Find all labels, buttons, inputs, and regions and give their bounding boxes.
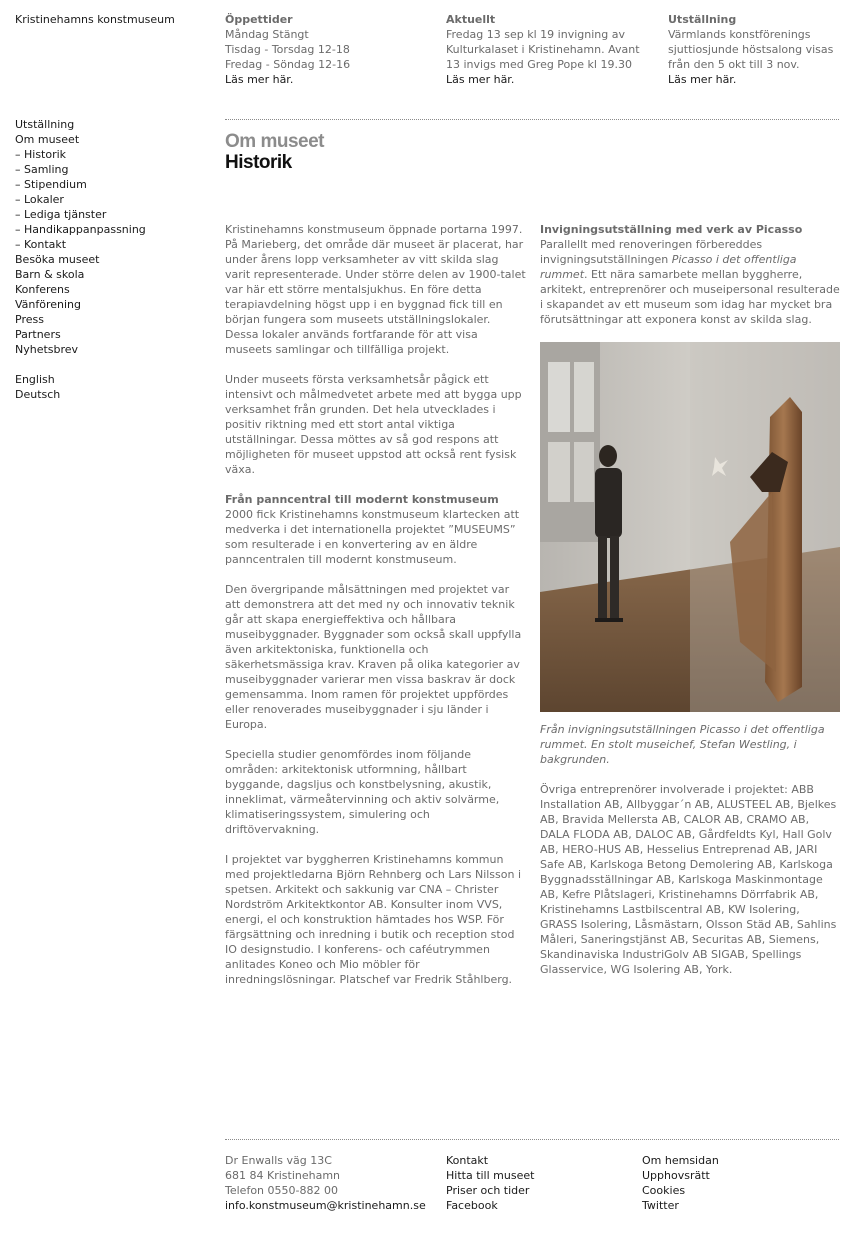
exhibition-photo bbox=[540, 342, 840, 712]
footer-divider bbox=[225, 1139, 839, 1140]
body-text: . Ett nära samarbete mellan byggherre, arkitekt, entreprenörer och museipersonal resulterade i skapandet av ett museum som idag har mycket bra förutsättningar att exponera konst av skilda slag. bbox=[540, 268, 840, 326]
opening-hours-line: Måndag Stängt bbox=[225, 28, 309, 41]
nav-item-nyhetsbrev[interactable]: Nyhetsbrev bbox=[15, 343, 79, 356]
footer-address-line: Dr Enwalls väg 13C bbox=[225, 1154, 332, 1167]
side-text-column bbox=[540, 222, 840, 992]
body-section bbox=[540, 222, 840, 327]
footer-link-facebook[interactable]: Facebook bbox=[446, 1199, 498, 1212]
news-read-more-link[interactable]: Läs mer här. bbox=[446, 73, 515, 86]
nav-item-partners[interactable]: Partners bbox=[15, 328, 61, 341]
body-paragraph: I projektet var byggherren Kristinehamns kommun med projektledarna Björn Rehnberg och Lars Nilsson i spetsen. Arkitekt och sakkunig var CNA – Christer Nordström Arkitektkontor AB. Konsulter inom VVS, energi, el och konstruktion hämtades hos WSP. För färgsättning och inredning i butik och reception stod IO designstudio. I konferens- och caféutrymmen anlitades Koneo och Mio möbler för inredningslösningar. Platschef var Fredrik Ståhlberg. bbox=[225, 853, 522, 986]
nav-item-vanforening[interactable]: Vänförening bbox=[15, 298, 82, 311]
nav-item-press[interactable]: Press bbox=[15, 313, 44, 326]
header-divider bbox=[225, 119, 839, 120]
footer-address bbox=[225, 1153, 426, 1213]
site-name-link[interactable]: Kristinehamns konstmuseum bbox=[15, 13, 175, 26]
nav-item-kontakt[interactable]: – Kontakt bbox=[15, 238, 67, 251]
news-title: Aktuellt bbox=[446, 13, 496, 26]
nav-item-lokaler[interactable]: – Lokaler bbox=[15, 193, 64, 206]
nav-item-barn-skola[interactable]: Barn & skola bbox=[15, 268, 85, 281]
body-paragraph: 2000 fick Kristinehamns konstmuseum klartecken att medverka i det internationella projektet ”MUSEUMS” som resulterade i en konvertering av en äldre panncentralen till modernt konstmuseum. bbox=[225, 508, 520, 566]
nav-item-historik[interactable]: – Historik bbox=[15, 148, 67, 161]
exhibition-read-more-link[interactable]: Läs mer här. bbox=[668, 73, 737, 86]
body-paragraph: Övriga entreprenörer involverade i projektet: ABB Installation AB, Allbyggar´n AB, ALUSTEEL AB, Bjelkes AB, Bravida Mellersta AB, CALOR AB, CRAMO AB, DALA FLODA AB, DALOC AB, Gårdfeldts Kyl, Hall Golv AB, HERO-HUS AB, Hesselius Entreprenad AB, JARI Safe AB, Karlskoga Betong Demolering AB, Karlskoga Byggnadsställningar AB, Karlskoga Maskinmontage AB, Kefre Plåtslageri, Kristinehamns Dörrfabrik AB, Kristinehamns Lastbilscentral AB, KW Isolering, GRASS Isolering, Låsmästarn, Olsson Städ AB, Sahlins Måleri, Saneringstjänst AB, Securitas AB, Siemens, Skandinaviska IndustriGolv AB SIGAB, Spellings Glasservice, WG Isolering AB, York. bbox=[540, 783, 837, 976]
body-paragraph: Den övergripande målsättningen med projektet var att demonstrera att det med ny och innovativ teknik går att skapa energieffektiva och hållbara museibyggnader. Byggnader som också skall uppfylla även arkitektoniska, funktionella och säkerhetsmässiga krav. Kraven på olika kategorier av museibyggnader varierar men vissa baskrav är dock gemensamma. Inom ramen för projektet uppfördes eller renoverades museibyggnader i sju länder i Europa. bbox=[225, 583, 522, 731]
footer-email-link[interactable]: info.konstmuseum@kristinehamn.se bbox=[225, 1199, 426, 1212]
footer-link-cookies[interactable]: Cookies bbox=[642, 1184, 686, 1197]
news-block bbox=[446, 12, 651, 87]
exhibition-line: sjuttiosjunde höstsalong visas bbox=[668, 43, 834, 56]
language-deutsch-link[interactable]: Deutsch bbox=[15, 388, 61, 401]
footer-links-2 bbox=[642, 1153, 719, 1213]
section-title: Om museet bbox=[225, 131, 324, 152]
nav-item-stipendium[interactable]: – Stipendium bbox=[15, 178, 87, 191]
nav-item-konferens[interactable]: Konferens bbox=[15, 283, 70, 296]
opening-hours-line: Tisdag - Torsdag 12-18 bbox=[225, 43, 350, 56]
exhibition-line: från den 5 okt till 3 nov. bbox=[668, 58, 800, 71]
nav-item-utstallning[interactable]: Utställning bbox=[15, 118, 75, 131]
news-line: Kulturkalaset i Kristinehamn. Avant bbox=[446, 43, 640, 56]
exhibition-block bbox=[668, 12, 843, 87]
section-heading: Från panncentral till modernt konstmuseum bbox=[225, 493, 499, 506]
main-text-column bbox=[225, 222, 527, 1002]
body-text: Parallellt med renoveringen förbereddes invigningsutställningen bbox=[540, 238, 763, 266]
nav-item-besoka-museet[interactable]: Besöka museet bbox=[15, 253, 100, 266]
opening-hours-block bbox=[225, 12, 430, 87]
footer-link-hitta[interactable]: Hitta till museet bbox=[446, 1169, 535, 1182]
body-paragraph: Kristinehamns konstmuseum öppnade portarna 1997. På Marieberg, det område där museet är placerat, har under årens lopp verksamheter av vitt skilda slag varit representerade. Under större delen av 1900-talet var här ett större mentalsjukhus. En före detta terapiavdelning högst upp i en byggnad fick till en början fungera som museets utställningslokaler. Dessa lokaler används fortfarande för att visa museets samlingar och tillfälliga projekt. bbox=[225, 223, 526, 356]
exhibition-line: Värmlands konstförenings bbox=[668, 28, 811, 41]
footer-link-upphovsratt[interactable]: Upphovsrätt bbox=[642, 1169, 710, 1182]
nav-spacer bbox=[15, 357, 205, 372]
nav-item-handikappanpassning[interactable]: – Handikappanpassning bbox=[15, 223, 146, 236]
language-english-link[interactable]: English bbox=[15, 373, 55, 386]
nav-item-om-museet[interactable]: Om museet bbox=[15, 133, 80, 146]
page-title: Historik bbox=[225, 152, 292, 173]
footer-link-kontakt[interactable]: Kontakt bbox=[446, 1154, 489, 1167]
body-paragraph: Speciella studier genomfördes inom följande områden: arkitektonisk utformning, hållbart byggande, dagsljus och konstbelysning, akustik, inneklimat, värmeåtervinning och aktiv solvärme, klimatiseringssystem, simulering och driftövervakning. bbox=[225, 748, 500, 836]
footer-link-twitter[interactable]: Twitter bbox=[642, 1199, 679, 1212]
sidebar-nav bbox=[15, 117, 205, 402]
body-paragraph: Under museets första verksamhetsår pågick ett intensivt och målmedvetet arbete med att bygga upp verksamhet från grunden. Det hela utvecklades i positiv riktning med ett stort antal viktiga utställningar. Dessa möttes av så god respons att möjligheten för museet uppstod att också rent fysisk växa. bbox=[225, 373, 522, 476]
body-section bbox=[225, 492, 527, 567]
section-heading: Invigningsutställning med verk av Picasso bbox=[540, 223, 803, 236]
photo-caption: Från invigningsutställningen Picasso i det offentliga rummet. En stolt museichef, Stefan Westling, i bakgrunden. bbox=[540, 723, 825, 766]
opening-hours-line: Fredag - Söndag 12-16 bbox=[225, 58, 351, 71]
footer-phone: Telefon 0550-882 00 bbox=[225, 1184, 338, 1197]
opening-hours-read-more-link[interactable]: Läs mer här. bbox=[225, 73, 294, 86]
footer-link-priser[interactable]: Priser och tider bbox=[446, 1184, 530, 1197]
nav-item-samling[interactable]: – Samling bbox=[15, 163, 69, 176]
footer-link-om-hemsidan[interactable]: Om hemsidan bbox=[642, 1154, 719, 1167]
exhibition-name: Picasso i det offentliga rummet bbox=[540, 253, 797, 281]
opening-hours-title: Öppettider bbox=[225, 13, 293, 26]
footer-links-1 bbox=[446, 1153, 534, 1213]
footer-address-line: 681 84 Kristinehamn bbox=[225, 1169, 341, 1182]
nav-item-lediga-tjanster[interactable]: – Lediga tjänster bbox=[15, 208, 107, 221]
exhibition-title: Utställning bbox=[668, 13, 737, 26]
news-line: 13 invigs med Greg Pope kl 19.30 bbox=[446, 58, 632, 71]
news-line: Fredag 13 sep kl 19 invigning av bbox=[446, 28, 625, 41]
